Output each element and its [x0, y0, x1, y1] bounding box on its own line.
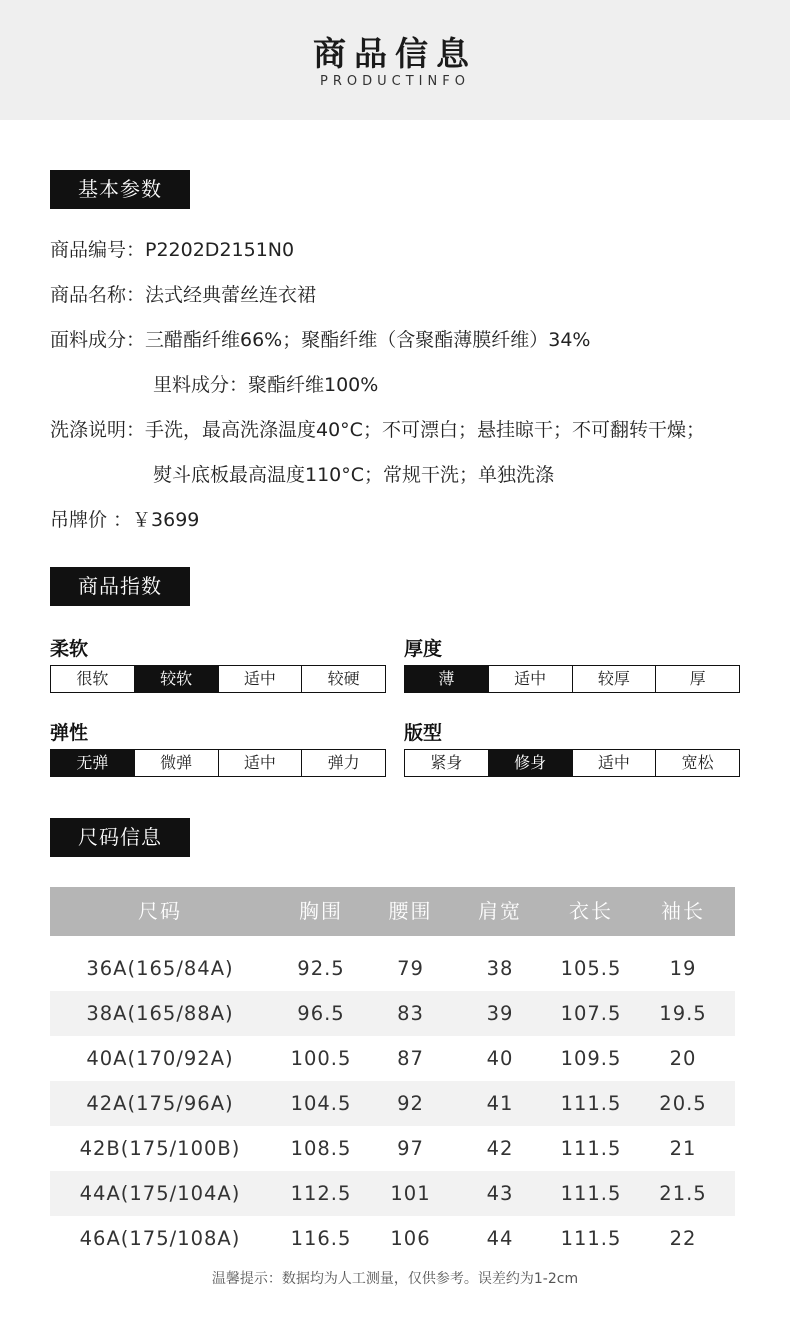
table-cell: 22 — [669, 1227, 697, 1250]
table-cell: 79 — [397, 957, 424, 980]
table-cell: 111.5 — [560, 1137, 622, 1160]
table-cell: 38 — [486, 957, 514, 980]
table-cell: 92 — [397, 1092, 424, 1115]
index-label-softness: 柔软 — [50, 638, 89, 660]
table-cell: 44A(175/104A) — [79, 1182, 241, 1205]
index-option: 厚 — [689, 669, 706, 688]
index-option: 紧身 — [405, 750, 489, 776]
index-option-selected: 薄 — [405, 666, 489, 692]
table-cell: 100.5 — [290, 1047, 352, 1070]
column-header: 肩宽 — [478, 899, 522, 923]
table-row — [50, 1081, 735, 1126]
index-option-selected: 修身 — [489, 750, 573, 776]
param-wash-continued: 熨斗底板最高温度110°C；常规干洗；单独洗涤 — [153, 464, 555, 486]
section-tag-index: 商品指数 — [50, 567, 190, 606]
page-title: 商品信息 — [313, 34, 477, 73]
table-cell: 40 — [486, 1047, 514, 1070]
param-tag-price: 吊牌价 ：￥3699 — [50, 509, 200, 531]
table-cell: 42A(175/96A) — [86, 1092, 234, 1115]
param-fabric: 面料成分：三醋酯纤维66%；聚酯纤维（含聚酯薄膜纤维）34% — [50, 329, 591, 351]
table-row — [50, 1036, 735, 1081]
index-option: 适中 — [219, 666, 303, 692]
table-row — [50, 1216, 735, 1261]
table-cell: 92.5 — [297, 957, 345, 980]
index-bar-thickness — [404, 665, 740, 693]
index-option: 宽松 — [681, 753, 714, 772]
index-option: 适中 — [573, 750, 657, 776]
param-wash: 洗涤说明：手洗，最高洗涤温度40°C；不可漂白；悬挂晾干；不可翻转干燥； — [50, 419, 705, 441]
table-cell: 111.5 — [560, 1182, 622, 1205]
table-row — [50, 991, 735, 1036]
index-option: 微弹 — [135, 750, 219, 776]
column-header: 腰围 — [388, 899, 433, 923]
table-cell: 20.5 — [659, 1092, 707, 1115]
table-cell: 111.5 — [560, 1227, 622, 1250]
table-cell: 42B(175/100B) — [79, 1137, 241, 1160]
table-cell: 21 — [669, 1137, 697, 1160]
index-label-elasticity: 弹性 — [50, 722, 89, 744]
table-cell: 104.5 — [290, 1092, 352, 1115]
column-header: 胸围 — [299, 899, 343, 923]
index-option: 较硬 — [327, 669, 360, 688]
table-cell: 46A(175/108A) — [79, 1227, 241, 1250]
section-tag-size: 尺码信息 — [50, 818, 190, 857]
table-cell: 111.5 — [560, 1092, 622, 1115]
index-option-selected: 较软 — [135, 666, 219, 692]
index-option: 适中 — [489, 666, 573, 692]
page-subtitle: PRODUCTINFO — [320, 74, 470, 89]
size-table — [50, 887, 735, 1261]
table-row — [50, 1126, 735, 1171]
page-header — [0, 0, 790, 120]
index-option: 弹力 — [327, 753, 360, 772]
size-table-body — [50, 946, 735, 1261]
table-cell: 83 — [397, 1002, 424, 1025]
index-label-thickness: 厚度 — [404, 638, 443, 660]
measurement-note: 温馨提示：数据均为人工测量，仅供参考。误差约为1-2cm — [211, 1271, 579, 1287]
table-cell: 96.5 — [297, 1002, 345, 1025]
param-lining: 里料成分：聚酯纤维100% — [153, 374, 379, 396]
table-row — [50, 1171, 735, 1216]
table-cell: 43 — [486, 1182, 514, 1205]
column-header: 尺码 — [138, 899, 182, 923]
table-cell: 38A(165/88A) — [86, 1002, 234, 1025]
table-cell: 87 — [397, 1047, 424, 1070]
index-bar-softness — [50, 665, 386, 693]
table-cell: 41 — [486, 1092, 514, 1115]
table-cell: 20 — [669, 1047, 697, 1070]
size-table-header — [50, 887, 735, 936]
table-cell: 39 — [486, 1002, 514, 1025]
table-cell: 106 — [390, 1227, 431, 1250]
column-header: 袖长 — [661, 899, 705, 923]
table-cell: 116.5 — [290, 1227, 352, 1250]
table-cell: 36A(165/84A) — [86, 957, 234, 980]
index-option-selected: 无弹 — [51, 750, 135, 776]
index-label-fit: 版型 — [404, 722, 443, 744]
table-cell: 109.5 — [560, 1047, 622, 1070]
table-cell: 112.5 — [290, 1182, 352, 1205]
index-bar-elasticity — [50, 749, 386, 777]
index-option: 较厚 — [573, 666, 657, 692]
table-cell: 44 — [486, 1227, 514, 1250]
table-row — [50, 946, 735, 991]
table-cell: 101 — [390, 1182, 431, 1205]
table-cell: 19.5 — [659, 1002, 707, 1025]
index-bar-fit — [404, 749, 740, 777]
table-cell: 97 — [397, 1137, 424, 1160]
index-option: 适中 — [219, 750, 303, 776]
table-cell: 108.5 — [290, 1137, 352, 1160]
table-cell: 105.5 — [560, 957, 622, 980]
param-product-code: 商品编号：P2202D2151N0 — [50, 239, 295, 261]
table-cell: 107.5 — [560, 1002, 622, 1025]
table-cell: 40A(170/92A) — [86, 1047, 234, 1070]
column-header: 衣长 — [569, 899, 613, 923]
index-option: 很软 — [51, 666, 135, 692]
table-cell: 19 — [669, 957, 697, 980]
param-product-name: 商品名称：法式经典蕾丝连衣裙 — [50, 284, 317, 306]
table-cell: 42 — [486, 1137, 514, 1160]
section-tag-basic: 基本参数 — [50, 170, 190, 209]
table-cell: 21.5 — [659, 1182, 707, 1205]
